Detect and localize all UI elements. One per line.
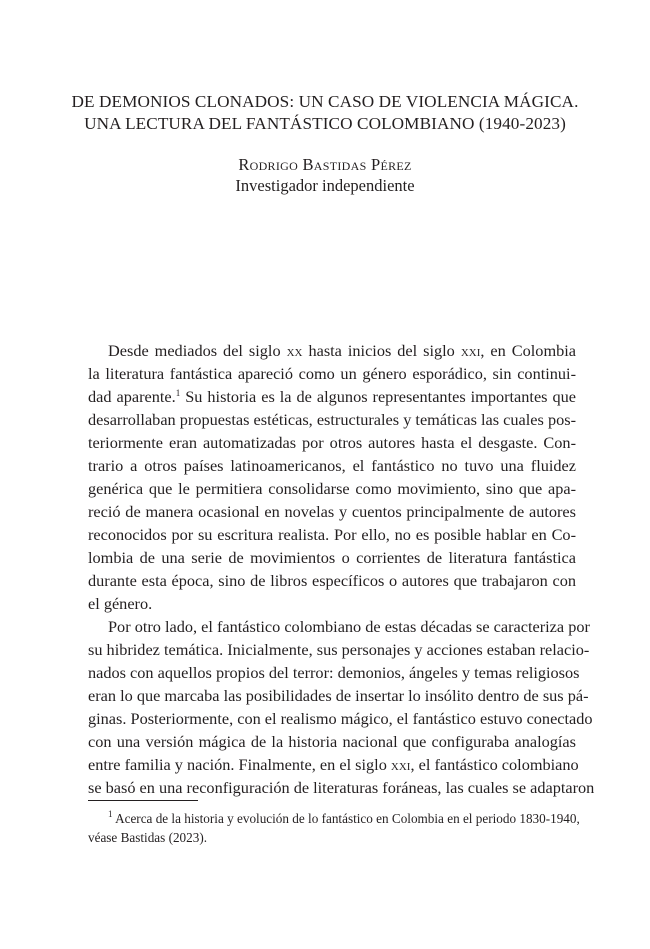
author-name: Rodrigo Bastidas Pérez [238, 155, 412, 174]
footnote-separator [88, 800, 198, 801]
text-line: nados con aquellos propios del terror: demonios, ángeles y temas religiosos [88, 663, 580, 682]
text-line: entre familia y nación. Finalmente, en el siglo xxi, el fantástico colombiano [88, 755, 579, 774]
text-line: eran lo que marcaba las posibilidades de insertar lo insólito dentro de sus pá- [88, 686, 589, 705]
text-line: dad aparente.$^1$ Su historia es la de algunos representantes importantes que [88, 387, 577, 406]
text-line: se basó en una reconfiguración de literaturas foráneas, las cuales se adaptaron [88, 778, 595, 797]
text-line: reció de manera ocasional en novelas y cuentos principalmente de autores [88, 502, 576, 521]
text-line: ginas. Posteriormente, con el realismo mágico, el fantástico estuvo conectado [88, 709, 593, 728]
footnote [88, 809, 580, 847]
text-line: Por otro lado, el fantástico colombiano de estas décadas se caracteriza por [108, 617, 590, 636]
body-text [88, 339, 595, 799]
text-line: reconocidos por su escritura realista. Por ello, no es posible hablar en Co- [88, 525, 576, 544]
text-line: desarrollaban propuestas estéticas, estructurales y temáticas las cuales pos- [88, 410, 576, 429]
text-line: el género. [88, 594, 153, 613]
byline [60, 154, 590, 196]
footnote-marker: 1 [108, 809, 113, 819]
footnote-line: $^1$ Acerca de la historia y evolución de lo fantástico en Colombia en el periodo 1830-1940, [108, 809, 580, 826]
text-line: durante esta época, sino de libros específicos o autores que trabajaron con [88, 571, 576, 590]
paragraph-2 [88, 615, 595, 799]
paragraph-1 [88, 339, 576, 615]
text-line: trario a otros países latinoamericanos, el fantástico no tuvo una fluidez [88, 456, 576, 475]
text-line: Desde mediados del siglo xx hasta inicios del siglo xxi, en Colombia [108, 341, 576, 360]
text-line: lombia de una serie de movimientos o corrientes de literatura fantástica [88, 548, 576, 567]
text-line: genérica que le permitiera consolidarse como movimiento, sino que apa- [88, 479, 576, 498]
text-line: la literatura fantástica apareció como un género esporádico, sin continui- [88, 364, 576, 383]
article-title [60, 91, 590, 135]
author-affiliation: Investigador independiente [235, 176, 415, 195]
footnote-reference[interactable]: 1 [175, 388, 181, 398]
text-line: con una versión mágica de la historia nacional que configuraba analogías [88, 732, 576, 751]
title-line-1: DE DEMONIOS CLONADOS: UN CASO DE VIOLENCIA MÁGICA. [71, 92, 579, 111]
text-line: teriormente eran automatizadas por otros autores hasta el desgaste. Con- [88, 433, 576, 452]
title-line-2: UNA LECTURA DEL FANTÁSTICO COLOMBIANO (1940-2023) [84, 114, 566, 133]
footnote-line: véase Bastidas (2023). [88, 830, 208, 845]
text-line: su hibridez temática. Inicialmente, sus personajes y acciones estaban relacio- [88, 640, 590, 659]
